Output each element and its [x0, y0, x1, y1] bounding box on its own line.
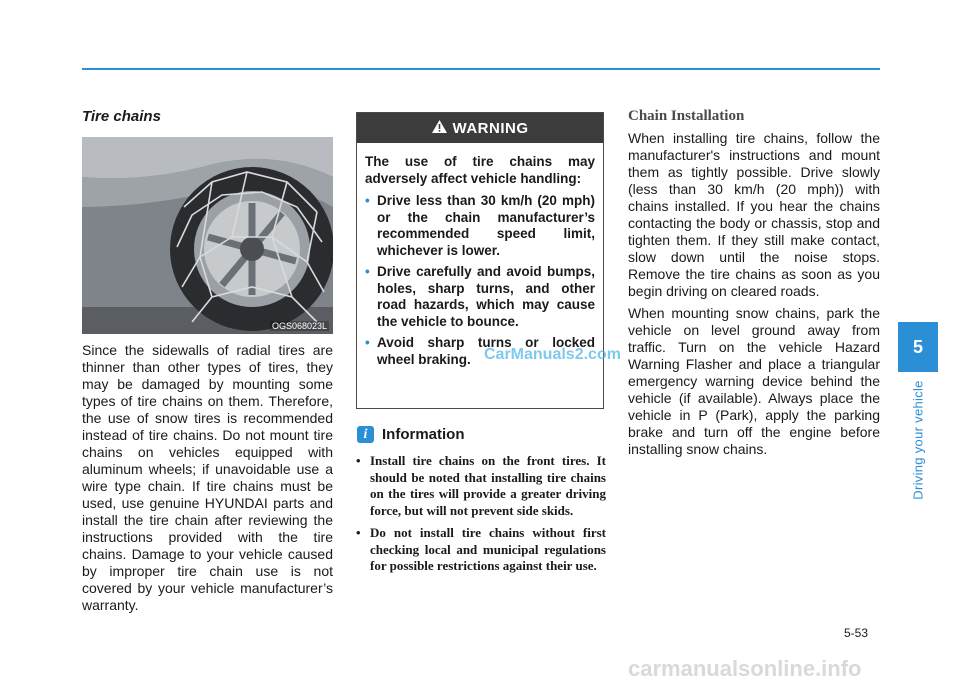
information-item: • Do not install tire chains without first checking local and municipal regulations for possible restrictions against their use.: [356, 525, 606, 573]
watermark: CarManuals2.com: [484, 346, 621, 363]
installation-column: [628, 130, 880, 458]
page-number: 5-53: [844, 626, 869, 640]
warning-header: [357, 113, 603, 143]
bullet-icon: •: [365, 264, 370, 279]
warning-item: • Avoid sharp turns or locked wheel braking.: [365, 335, 595, 367]
warning-title: WARNING: [452, 119, 529, 137]
warning-item: • Drive less than 30 km/h (20 mph) or the chain manufacturer’s recommended speed limit, whichever is lower.: [365, 193, 595, 258]
body-column: [82, 342, 333, 614]
information-header: [357, 426, 465, 443]
warning-content: [357, 143, 603, 368]
information-title: Information: [382, 426, 465, 443]
bullet-icon: •: [356, 453, 361, 468]
body-paragraph: Since the sidewalls of radial tires are thinner than other types of tires, they may be damaged by mounting some types of tire chains on them. Therefore, the use of snow tires is recommended instead of tire chains. Do not mount tire chains on vehicles equipped with aluminum wheels; if unavoidable use a wire type chain. If tire chains must be used, use genuine HYUNDAI parts and install the tire chain after reviewing the instructions provided with the tire chains. Damage to your vehicle caused by improper tire chain use is not covered by your vehicle manufacturer’s warranty.: [82, 342, 333, 613]
bullet-icon: •: [365, 193, 370, 208]
bullet-icon: •: [365, 335, 370, 350]
photo-caption: OGS068023L: [271, 321, 327, 331]
chapter-title: Driving your vehicle: [910, 380, 926, 500]
chain-installation-heading: Chain Installation: [628, 108, 745, 124]
footer-watermark: carmanualsonline.info: [628, 656, 862, 681]
warning-triangle-icon: [432, 120, 447, 137]
warning-intro: The use of tire chains may adversely affect vehicle handling:: [365, 154, 595, 186]
tire-chain-photo: [82, 137, 333, 334]
bullet-icon: •: [356, 525, 361, 540]
installation-paragraph: When installing tire chains, follow the manufacturer's instructions and mount them as tightly possible. Drive slowly (less than 30 km/h (20 mph)) with chains installed. If you hear the chains contacting the body or chassis, stop and tighten them. If they still make contact, slow down until the noise stops. Remove the tire chains as soon as you begin driving on cleared roads.: [628, 130, 880, 299]
information-item: • Install tire chains on the front tires. It should be noted that installing tire chains on the tires will provide a greater driving force, but will not prevent side skids.: [356, 453, 606, 518]
info-icon: i: [357, 426, 374, 443]
chapter-number-tab: 5: [898, 322, 938, 372]
warning-item: • Drive carefully and avoid bumps, holes, sharp turns, and other road hazards, which may cause the vehicle to bounce.: [365, 264, 595, 329]
warning-list: [365, 193, 595, 368]
section-title: Tire chains: [82, 108, 161, 125]
installation-paragraph: When mounting snow chains, park the vehicle on level ground away from traffic. Turn on the vehicle Hazard Warning Flasher and place a triangular emergency warning device behind the vehicle (if available). Always place the vehicle in P (Park), apply the parking brake and turn off the engine before installing snow chains.: [628, 305, 880, 457]
top-rule: [82, 68, 880, 70]
warning-box: [356, 112, 604, 409]
information-list: [356, 453, 606, 581]
